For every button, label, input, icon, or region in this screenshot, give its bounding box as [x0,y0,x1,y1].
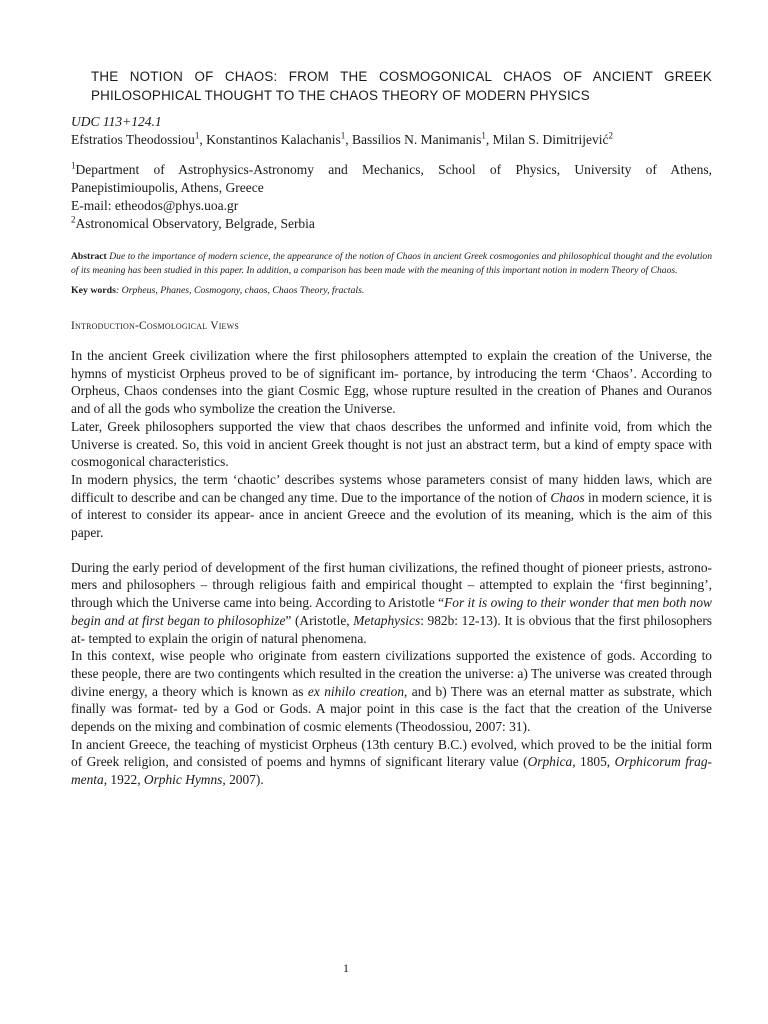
author-name: Milan S. Dimitrijević [492,132,609,147]
udc-code: UDC 113+124.1 [71,114,162,129]
author-affiliation-mark: 1 [194,130,200,141]
keywords-label: Key words [71,285,116,296]
keywords [71,284,712,297]
paragraph: In ancient Greece, the teaching of mysticist Orpheus (13th century B.C.) evolved, which proved to be the initial form of Greek religion, and consisted of poems and hymns of significant literary value (Orphica, 1805, Orphicorum frag- menta, 1922, Orphic Hymns, 2007). [71,736,712,788]
author-affiliation-mark: 2 [608,130,613,141]
affiliation-1: $^1$Department of Astrophysics-Astronomy and Mechanics, School of Physics, University of Athens, Panepistimioupolis, Athens, Greece [71,160,712,195]
paragraph: In modern physics, the term ‘chaotic’ describes systems whose parameters consist of many hidden laws, which are difficult to describe and can be changed any time. Due to the importance of the notion of Chaos in modern science, it is of interest to consider its appear- ance in ancient Greece and the evolution of its meaning, which is the aim of this paper. [71,471,712,541]
page-number: 1 [343,961,349,975]
author-name: Efstratios Theodossiou [71,132,195,147]
section-heading: Introduction-Cosmological Views [71,320,240,332]
body-text [71,347,712,789]
affiliation-2: $^2$Astronomical Observatory, Belgrade, Serbia [71,214,315,231]
author-affiliation-mark: 1 [340,130,346,141]
contact-email: E-mail: etheodos@phys.uoa.gr [71,198,239,213]
author-affiliation-mark: 1 [481,130,486,141]
abstract-text: Due to the importance of modern science, the appearance of the notion of Chaos in ancient Greek cosmogonies and philosophical thought and the evolution of its meaning has been studied in this paper. In addition, a comparison has been made with the meaning of this important notion in modern Theory of Chaos. [71,251,712,276]
paragraph: In this context, wise people who originate from eastern civilizations supported the existence of gods. According to these people, there are two contingents which resulted in the creation the universe: a) The universe was created through divine energy, a theory which is known as ex nihilo creation, and b) There was an eternal matter as substrate, which finally was format- ted by a God or Gods. A major point in this case is the fact that the creation of the Universe depends on the mixing and combination of cosmic elements (Theodossiou, 2007: 31). [71,648,712,735]
paragraph: In the ancient Greek civilization where the first philosophers attempted to explain the creation of the Universe, the hymns of mysticist Orpheus proved to be of significant im- portance, by introducing the term ‘Chaos’. According to Orpheus, Chaos condenses into the giant Cosmic Egg, whose rupture resulted in the creation of Phanes and Ouranos and of all the gods who symbolize the creation the Universe. [71,348,712,417]
author-name: Konstantinos Kalachanis [206,132,341,147]
author-list: Efstratios Theodossiou$^1$, Konstantinos Kalachanis$^1$, Bassilios N. Manimanis$^1$, Milan S. Dimitrijević$^2$ [71,130,613,147]
abstract-label: Abstract [71,251,107,262]
affiliations [71,161,712,233]
keywords-text: : Orpheus, Phanes, Cosmogony, chaos, Chaos Theory, fractals. [115,285,365,296]
abstract [71,250,712,277]
paragraph: Later, Greek philosophers supported the view that chaos describes the unformed and infinite void, from which the Universe is created. So, this void in ancient Greek thought is not just an abstract term, but a kind of empty space with cosmogonical characteristics. [71,418,712,470]
paper-title: THE NOTION OF CHAOS: FROM THE COSMOGONICAL CHAOS OF ANCIENT GREEK PHILOSOPHICAL THOUGHT TO THE CHAOS THEORY OF MODERN PHYSICS [91,69,712,103]
paragraph: During the early period of development of the first human civilizations, the refined thought of pioneer priests, astrono- mers and philosophers – through religious faith and empirical thought – attempted to explain the ‘first beginning’, through which the Universe came into being. According to Aristotle “For it is owing to their wonder that men both now begin and at first began to philosophize” (Aristotle, Metaphysics: 982b: 12-13). It is obvious that the first philosophers at- tempted to explain the origin of natural phenomena. [71,559,712,646]
author-name: Bassilios N. Manimanis [351,132,482,147]
